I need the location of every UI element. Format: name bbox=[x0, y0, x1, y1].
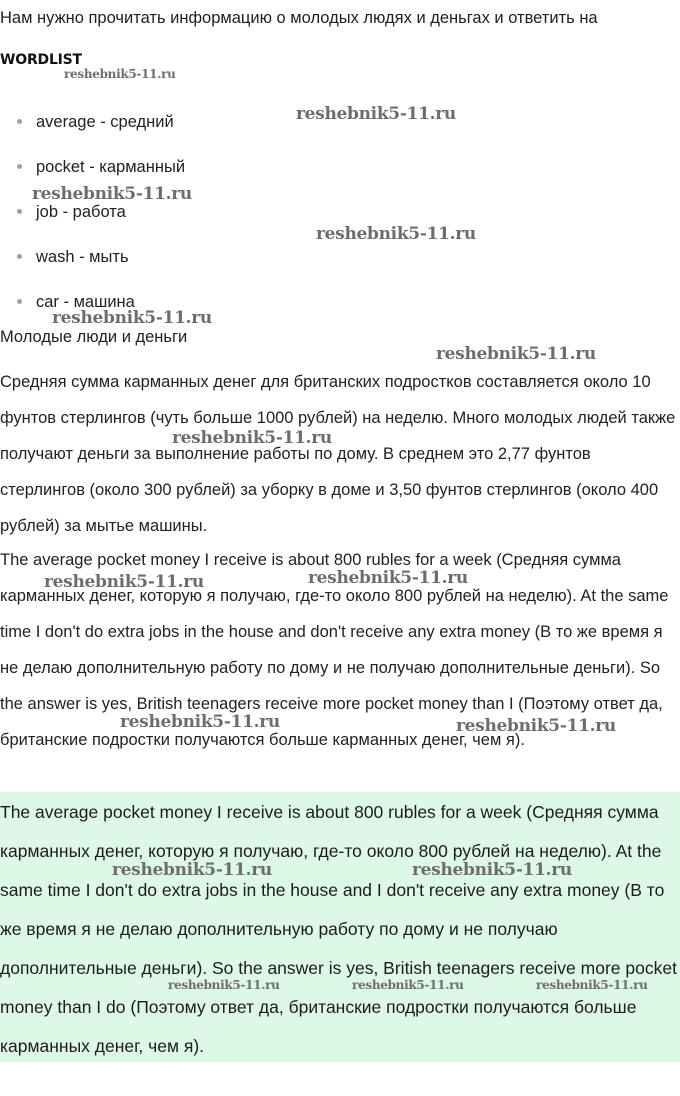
word-entry: car - машина bbox=[36, 293, 135, 311]
watermark: reshebnik5-11.ru bbox=[456, 716, 616, 736]
bullet-icon bbox=[17, 164, 22, 169]
bullet-icon bbox=[17, 254, 22, 259]
answer-box bbox=[0, 792, 680, 1062]
watermark: reshebnik5-11.ru bbox=[316, 224, 476, 244]
watermark: reshebnik5-11.ru bbox=[308, 568, 468, 588]
watermark: reshebnik5-11.ru bbox=[536, 978, 648, 992]
section-title: Молодые люди и деньги bbox=[0, 328, 188, 346]
watermark: reshebnik5-11.ru bbox=[436, 344, 596, 364]
word-entry: average - средний bbox=[36, 113, 174, 131]
watermark: reshebnik5-11.ru bbox=[412, 860, 572, 880]
word-entry: wash - мыть bbox=[36, 248, 129, 266]
word-entry: job - работа bbox=[36, 203, 126, 221]
watermark: reshebnik5-11.ru bbox=[44, 572, 204, 592]
word-list-item bbox=[0, 239, 185, 284]
answer-text: The average pocket money I receive is about 800 rubles for a week (Средняя сумма карманных денег, которую я получаю, где-то около 800 рублей на неделю). At the same time I don't do extra jobs in the house and I don't receive any extra money (В то же время я не делаю дополнительную работу по дому и не получаю дополнительные деньги). So the answer is yes, British teenagers receive more pocket money than I do (Поэтому ответ да, британские подростки получаются больше карманных денег, чем я). bbox=[0, 802, 677, 1056]
watermark: reshebnik5-11.ru bbox=[296, 104, 456, 124]
watermark: reshebnik5-11.ru bbox=[32, 184, 192, 204]
watermark: reshebnik5-11.ru bbox=[64, 67, 176, 81]
intro-text: Нам нужно прочитать информацию о молодых людях и деньгах и ответить на bbox=[0, 9, 598, 27]
text-paragraph-bilingual: The average pocket money I receive is about 800 rubles for a week (Средняя сумма карманных денег, которую я получаю, где-то около 800 рублей на неделю). At the same time I don't do extra jobs in the house and don't receive any extra money (В то же время я не делаю дополнительную работу по дому и не получаю дополнительные деньги). So the answer is yes, British teenagers receive more pocket money than I (Поэтому ответ да, британские подростки получаются больше карманных денег, чем я). bbox=[0, 551, 669, 749]
word-list bbox=[0, 104, 185, 329]
watermark: reshebnik5-11.ru bbox=[172, 428, 332, 448]
word-list-item bbox=[0, 104, 185, 149]
bullet-icon bbox=[17, 299, 22, 304]
wordlist-heading: WORDLIST bbox=[0, 52, 82, 68]
watermark: reshebnik5-11.ru bbox=[112, 860, 272, 880]
bullet-icon bbox=[17, 119, 22, 124]
text-paragraph-russian: Средняя сумма карманных денег для британских подростков составляется около 10 фунтов стерлингов (чуть больше 1000 рублей) на неделю. Много молодых людей также получают деньги за выполнение работы по дому. В среднем это 2,77 фунтов стерлингов (около 300 рублей) за уборку в доме и 3,50 фунтов стерлингов (около 400 рублей) за мытье машины. bbox=[0, 373, 676, 535]
watermark: reshebnik5-11.ru bbox=[168, 978, 280, 992]
watermark: reshebnik5-11.ru bbox=[52, 308, 212, 328]
watermark: reshebnik5-11.ru bbox=[352, 978, 464, 992]
watermark: reshebnik5-11.ru bbox=[120, 712, 280, 732]
bullet-icon bbox=[17, 209, 22, 214]
word-entry: pocket - карманный bbox=[36, 158, 186, 176]
